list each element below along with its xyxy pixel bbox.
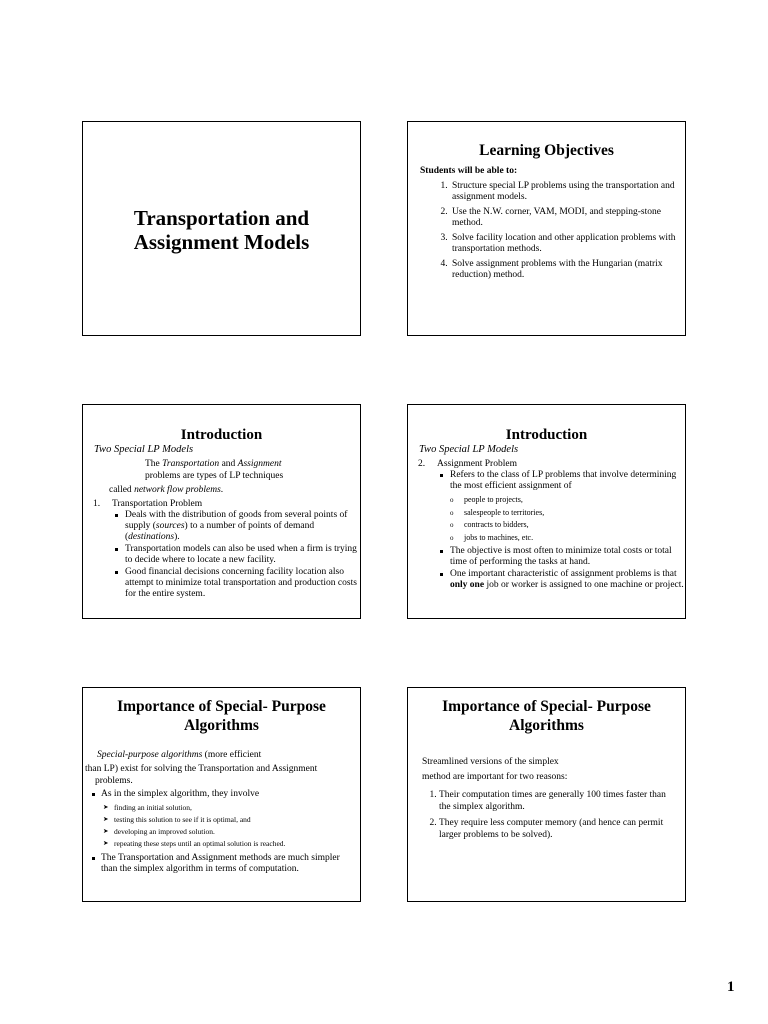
list-item: 1. Structure special LP problems using the transportation and assignment models.: [450, 181, 685, 203]
slide-body: [422, 756, 673, 841]
list-item: Deals with the distribution of goods from several points of supply (sources) to a number of points of demand (destinations).: [115, 510, 360, 543]
slide-body: [85, 749, 348, 876]
intro-paragraph-cont: than LP) exist for solving the Transportation and Assignment: [85, 764, 318, 774]
list-item: Transportation models can also be used when a firm is trying to decide where to locate a new facility.: [115, 544, 360, 566]
reasons-list: [422, 789, 673, 841]
list-item: ➤ repeating these steps until an optimal solution is reached.: [103, 838, 348, 850]
list-item: 1. Their computation times are generally 100 times faster than the simplex algorithm.: [439, 789, 673, 813]
sub-list: [101, 802, 348, 851]
intro-paragraph-end: problems.: [95, 776, 133, 786]
slide-heading: Learning Objectives: [479, 142, 614, 159]
section-heading: 1. Transportation Problem: [93, 499, 203, 509]
list-item: As in the simplex algorithm, they involve ➤ finding an initial solution, ➤ testing this solution to see if it is optimal, and ➤ developing an improved solution. ➤ repeating these steps until an optimal solution is reached.: [92, 789, 348, 851]
sub-list: [450, 494, 685, 545]
list-item: o salespeople to territories,: [450, 507, 685, 520]
slide-heading: Introduction: [180, 427, 263, 443]
slide-main-title: [83, 206, 360, 254]
intro-paragraph-cont: problems are types of LP techniques: [145, 471, 284, 481]
list-item: o people to projects,: [450, 494, 685, 507]
list-item: 2. Use the N.W. corner, VAM, MODI, and stepping-stone method.: [450, 207, 685, 229]
list-item: ➤ testing this solution to see if it is optimal, and: [103, 814, 348, 826]
intro-paragraph: Streamlined versions of the simplex: [422, 757, 559, 767]
slide-title: [82, 121, 361, 336]
objectives-list: [408, 181, 685, 281]
list-item: The Transportation and Assignment methods are much simpler than the simplex algorithm in terms of computation.: [92, 853, 348, 876]
slide-importance-reasons: [407, 687, 686, 902]
bullet-list: [408, 470, 685, 591]
slide-learning-objectives: [407, 121, 686, 336]
list-item: 4. Solve assignment problems with the Hungarian (matrix reduction) method.: [450, 259, 685, 281]
list-item: 2. They require less computer memory (and hence can permit larger problems to be solved).: [439, 817, 673, 841]
slide-subtitle: Two Special LP Models: [94, 444, 194, 455]
slide-importance-algorithms: [82, 687, 361, 902]
title-line-1: Transportation and: [133, 206, 310, 230]
network-flow-line: called network flow problems.: [109, 485, 224, 495]
list-item: o jobs to machines, etc.: [450, 532, 685, 545]
bullet-list: [83, 510, 360, 600]
list-item: The objective is most often to minimize total costs or total time of performing the tasks at hand.: [440, 546, 685, 568]
list-item: ➤ developing an improved solution.: [103, 826, 348, 838]
list-item: Good financial decisions concerning facility location also attempt to minimize total transportation and production costs for the entire system.: [115, 567, 360, 600]
page-number: 1: [727, 979, 735, 995]
list-item: Refers to the class of LP problems that involve determining the most efficient assignment of o people to projects, o salespeople to territories, o contracts to bidders, o jobs to machines, etc.: [440, 470, 685, 545]
slide-introduction-assignment: [407, 404, 686, 619]
list-item: o contracts to bidders,: [450, 519, 685, 532]
slide-heading: Importance of Special- Purpose Algorithms: [442, 698, 651, 734]
list-item: 3. Solve facility location and other application problems with transportation methods.: [450, 233, 685, 255]
slide-heading: Importance of Special- Purpose Algorithms: [117, 698, 326, 734]
slide-subtitle: Two Special LP Models: [419, 444, 519, 455]
intro-paragraph-cont: method are important for two reasons:: [422, 772, 568, 782]
slide-introduction-transportation: [82, 404, 361, 619]
intro-paragraph: The Transportation and Assignment: [145, 459, 282, 469]
slide-heading: Introduction: [505, 427, 588, 443]
list-item: ➤ finding an initial solution,: [103, 802, 348, 814]
intro-paragraph: Special-purpose algorithms (more efficient: [97, 750, 262, 760]
section-heading: 2. Assignment Problem: [418, 459, 517, 469]
bullet-list: [92, 789, 348, 876]
slide-subtitle: Students will be able to:: [420, 166, 518, 176]
list-item: One important characteristic of assignment problems is that only one job or worker is assigned to one machine or project.: [440, 569, 685, 591]
title-line-2: Assignment Models: [133, 230, 310, 254]
